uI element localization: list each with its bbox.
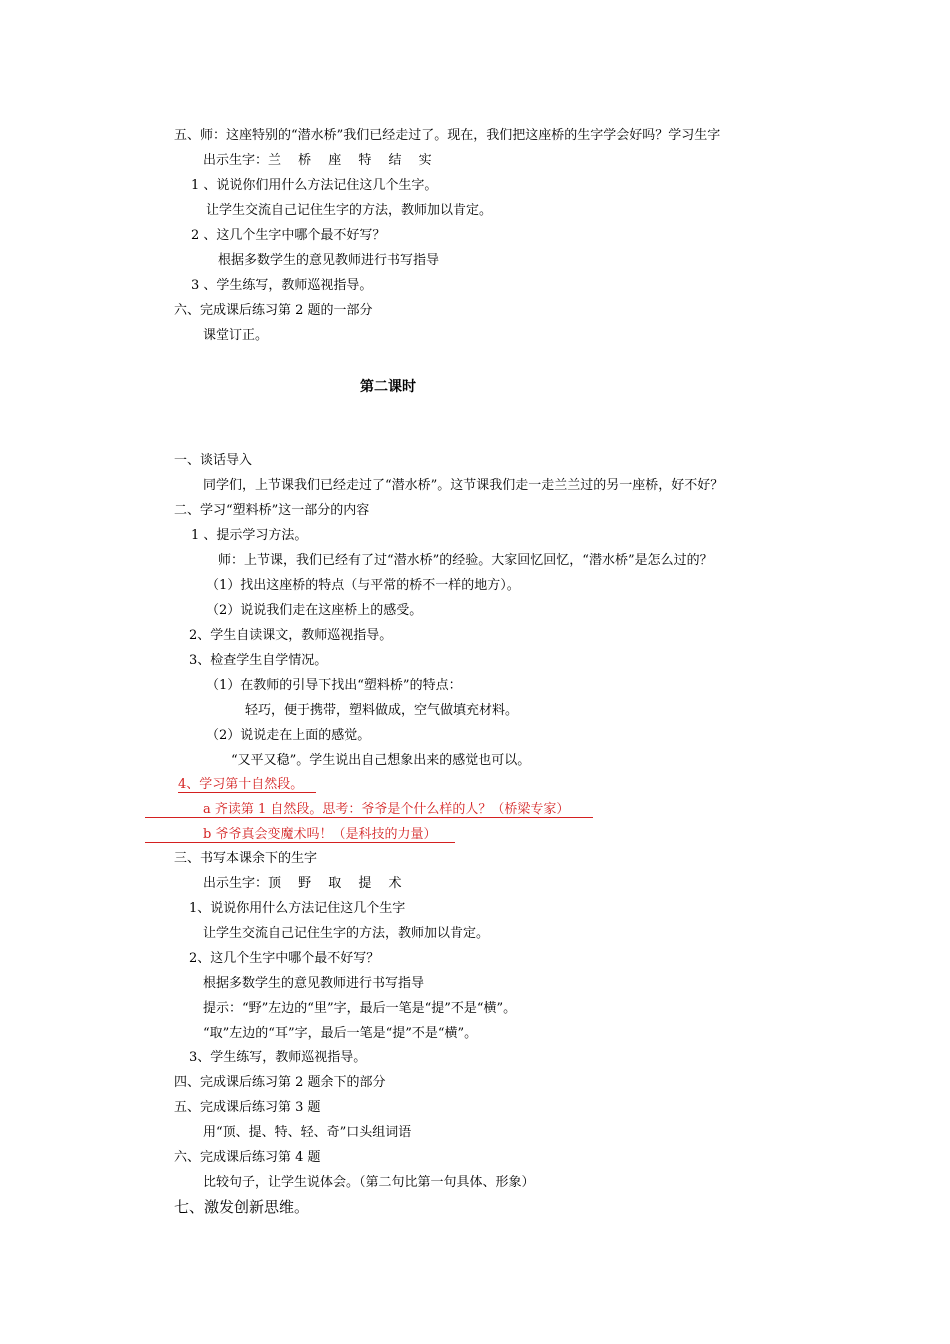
paragraph: 轻巧，便于携带，塑料做成，空气做填充材料。 bbox=[245, 703, 519, 718]
paragraph: 3 、学生练写，教师巡视指导。 bbox=[191, 278, 373, 293]
revision-text: b 爷爷真会变魔术吗！（是科技的力量） bbox=[203, 827, 437, 842]
paragraph: “取”左边的“耳”字，最后一笔是“提”不是“横”。 bbox=[203, 1026, 478, 1041]
paragraph: （1）找出这座桥的特点（与平常的桥不一样的地方）。 bbox=[206, 578, 520, 593]
paragraph: （2）说说我们走在这座桥上的感受。 bbox=[206, 603, 423, 618]
paragraph: （1）在教师的引导下找出“塑料桥”的特点： bbox=[206, 678, 462, 693]
revision-text: 4、学习第十自然段。 bbox=[178, 777, 304, 792]
paragraph: 1、说说你用什么方法记住这几个生字 bbox=[189, 901, 406, 916]
paragraph: 1 、提示学习方法。 bbox=[191, 528, 308, 543]
paragraph: 课堂订正。 bbox=[203, 328, 269, 343]
revision-underline bbox=[145, 842, 455, 843]
revision-underline bbox=[145, 817, 593, 818]
section-heading: 第二课时 bbox=[360, 379, 416, 395]
paragraph: 五、完成课后练习第 3 题 bbox=[174, 1100, 321, 1115]
paragraph: 2、这几个生字中哪个最不好写？ bbox=[189, 951, 380, 966]
paragraph: 比较句子，让学生说体会。（第二句比第一句具体、形象） bbox=[203, 1175, 535, 1190]
paragraph: 出示生字：兰 桥 座 特 结 实 bbox=[203, 153, 432, 168]
paragraph: 提示：“野”左边的“里”字，最后一笔是“提”不是“横”。 bbox=[203, 1001, 517, 1016]
paragraph: 四、完成课后练习第 2 题余下的部分 bbox=[174, 1075, 386, 1090]
paragraph: 师：上节课，我们已经有了过“潜水桥”的经验。大家回忆回忆，“潜水桥”是怎么过的？ bbox=[218, 553, 713, 568]
paragraph: 六、完成课后练习第 4 题 bbox=[174, 1150, 321, 1165]
paragraph: 让学生交流自己记住生字的方法，教师加以肯定。 bbox=[203, 926, 490, 941]
paragraph: （2）说说走在上面的感觉。 bbox=[206, 728, 371, 743]
paragraph: “又平又稳”。学生说出自己想象出来的感觉也可以。 bbox=[231, 753, 531, 768]
paragraph: 2 、这几个生字中哪个最不好写？ bbox=[191, 228, 386, 243]
paragraph: 三、书写本课余下的生字 bbox=[174, 851, 318, 866]
paragraph: 五、师：这座特别的“潜水桥”我们已经走过了。现在，我们把这座桥的生字学会好吗？学习生字 bbox=[174, 128, 721, 143]
paragraph: 用“顶、提、特、轻、奇”口头组词语 bbox=[203, 1125, 412, 1140]
paragraph: 六、完成课后练习第 2 题的一部分 bbox=[174, 303, 373, 318]
paragraph: 七、激发创新思维。 bbox=[174, 1198, 310, 1216]
paragraph: 3、学生练写，教师巡视指导。 bbox=[189, 1050, 367, 1065]
revision-underline bbox=[178, 792, 316, 793]
paragraph: 一、谈话导入 bbox=[174, 453, 253, 468]
paragraph: 1 、说说你们用什么方法记住这几个生字。 bbox=[191, 178, 438, 193]
paragraph: 让学生交流自己记住生字的方法，教师加以肯定。 bbox=[206, 203, 493, 218]
paragraph: 根据多数学生的意见教师进行书写指导 bbox=[203, 976, 425, 991]
paragraph: 根据多数学生的意见教师进行书写指导 bbox=[218, 253, 440, 268]
paragraph: 二、学习“塑料桥”这一部分的内容 bbox=[174, 503, 370, 518]
paragraph: 出示生字：顶 野 取 提 术 bbox=[203, 876, 402, 891]
revision-text: a 齐读第 1 自然段。思考：爷爷是个什么样的人？（桥梁专家） bbox=[203, 802, 570, 817]
paragraph: 同学们，上节课我们已经走过了“潜水桥”。这节课我们走一走兰兰过的另一座桥，好不好？ bbox=[203, 478, 724, 493]
paragraph: 2、学生自读课文，教师巡视指导。 bbox=[189, 628, 393, 643]
paragraph: 3、检查学生自学情况。 bbox=[189, 653, 328, 668]
